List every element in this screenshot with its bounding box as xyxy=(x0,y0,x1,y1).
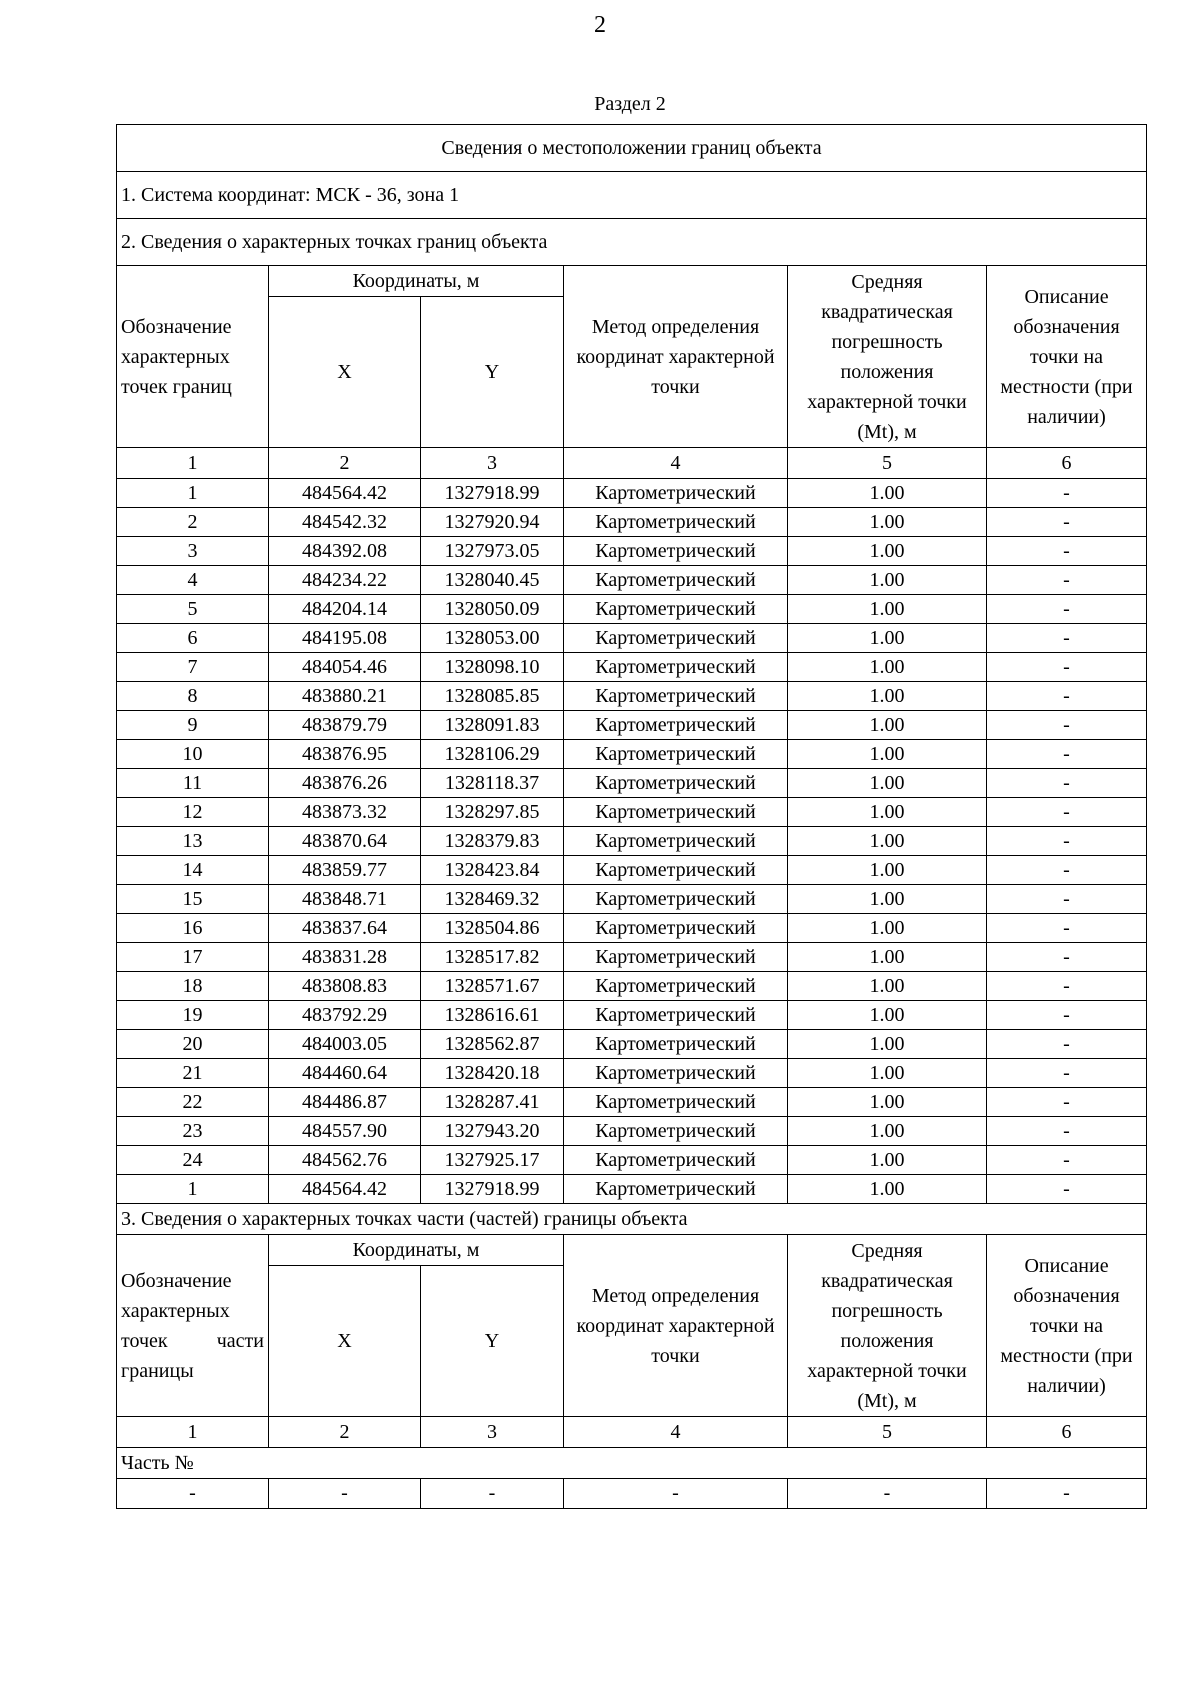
point-mt: 1.00 xyxy=(788,537,987,566)
point-description: - xyxy=(987,885,1147,914)
point-description: - xyxy=(987,827,1147,856)
table-row xyxy=(117,653,1147,682)
points-body xyxy=(117,479,1147,1204)
point-description: - xyxy=(987,769,1147,798)
point-method: Картометрический xyxy=(564,914,788,943)
header-description: Описание обозначения точки на местности (при наличии) xyxy=(987,266,1147,448)
point-x: 484460.64 xyxy=(269,1059,421,1088)
point-number: 12 xyxy=(117,798,269,827)
point-description: - xyxy=(987,653,1147,682)
point-mt: 1.00 xyxy=(788,479,987,508)
point-number: 17 xyxy=(117,943,269,972)
point-mt: 1.00 xyxy=(788,595,987,624)
point-x: 483848.71 xyxy=(269,885,421,914)
point-x: 483876.95 xyxy=(269,740,421,769)
point-mt: 1.00 xyxy=(788,711,987,740)
points-header-row-1 xyxy=(117,266,1147,297)
point-method: Картометрический xyxy=(564,566,788,595)
point-description: - xyxy=(987,624,1147,653)
point-number: 16 xyxy=(117,914,269,943)
point-method: Картометрический xyxy=(564,856,788,885)
coord-system-row xyxy=(117,172,1147,219)
table-title: Сведения о местоположении границ объекта xyxy=(117,125,1147,172)
point-mt: 1.00 xyxy=(788,1059,987,1088)
point-y: 1327918.99 xyxy=(421,479,564,508)
parts-header-row-1 xyxy=(117,1235,1147,1266)
table-row xyxy=(117,856,1147,885)
header-y: Y xyxy=(421,297,564,448)
coord-system: 1. Система координат: МСК - 36, зона 1 xyxy=(117,172,1147,219)
point-number: 24 xyxy=(117,1146,269,1175)
point-description: - xyxy=(987,914,1147,943)
part-cell: - xyxy=(117,1479,269,1509)
boundary-table xyxy=(116,124,1147,1509)
point-description: - xyxy=(987,508,1147,537)
parts-title-row xyxy=(117,1204,1147,1235)
column-number: 4 xyxy=(564,448,788,479)
point-y: 1328616.61 xyxy=(421,1001,564,1030)
point-y: 1328106.29 xyxy=(421,740,564,769)
point-method: Картометрический xyxy=(564,595,788,624)
point-x: 483837.64 xyxy=(269,914,421,943)
point-y: 1328469.32 xyxy=(421,885,564,914)
point-y: 1327920.94 xyxy=(421,508,564,537)
point-description: - xyxy=(987,1175,1147,1204)
point-method: Картометрический xyxy=(564,1146,788,1175)
point-description: - xyxy=(987,566,1147,595)
point-x: 484003.05 xyxy=(269,1030,421,1059)
column-number: 3 xyxy=(421,1417,564,1448)
point-y: 1327943.20 xyxy=(421,1117,564,1146)
point-number: 15 xyxy=(117,885,269,914)
table-row xyxy=(117,740,1147,769)
point-number: 1 xyxy=(117,1175,269,1204)
point-mt: 1.00 xyxy=(788,769,987,798)
part-cell: - xyxy=(421,1479,564,1509)
point-y: 1327925.17 xyxy=(421,1146,564,1175)
table-row xyxy=(117,972,1147,1001)
point-y: 1328571.67 xyxy=(421,972,564,1001)
point-method: Картометрический xyxy=(564,682,788,711)
point-x: 483859.77 xyxy=(269,856,421,885)
point-method: Картометрический xyxy=(564,885,788,914)
point-x: 484054.46 xyxy=(269,653,421,682)
point-y: 1328287.41 xyxy=(421,1088,564,1117)
point-description: - xyxy=(987,1030,1147,1059)
point-method: Картометрический xyxy=(564,943,788,972)
point-description: - xyxy=(987,856,1147,885)
point-y: 1328040.45 xyxy=(421,566,564,595)
point-y: 1328517.82 xyxy=(421,943,564,972)
table-row xyxy=(117,885,1147,914)
point-mt: 1.00 xyxy=(788,624,987,653)
point-mt: 1.00 xyxy=(788,1175,987,1204)
point-y: 1327973.05 xyxy=(421,537,564,566)
point-description: - xyxy=(987,711,1147,740)
point-x: 484392.08 xyxy=(269,537,421,566)
point-x: 483879.79 xyxy=(269,711,421,740)
point-description: - xyxy=(987,1088,1147,1117)
point-y: 1328297.85 xyxy=(421,798,564,827)
point-number: 8 xyxy=(117,682,269,711)
point-method: Картометрический xyxy=(564,479,788,508)
table-row xyxy=(117,1088,1147,1117)
point-description: - xyxy=(987,740,1147,769)
point-number: 7 xyxy=(117,653,269,682)
point-x: 483831.28 xyxy=(269,943,421,972)
parts-header-error: Средняя квадратическая погрешность положения характерной точки (Mt), м xyxy=(788,1235,987,1417)
point-method: Картометрический xyxy=(564,798,788,827)
header-method: Метод определения координат характерной точки xyxy=(564,266,788,448)
point-number: 23 xyxy=(117,1117,269,1146)
point-description: - xyxy=(987,1146,1147,1175)
point-description: - xyxy=(987,479,1147,508)
point-x: 484564.42 xyxy=(269,1175,421,1204)
point-x: 484204.14 xyxy=(269,595,421,624)
point-y: 1328050.09 xyxy=(421,595,564,624)
section-2-body xyxy=(117,125,1147,479)
table-row xyxy=(117,1059,1147,1088)
table-row xyxy=(117,595,1147,624)
column-number: 6 xyxy=(987,448,1147,479)
table-row xyxy=(117,914,1147,943)
point-method: Картометрический xyxy=(564,740,788,769)
point-number: 1 xyxy=(117,479,269,508)
point-x: 484234.22 xyxy=(269,566,421,595)
parts-header-coordinates: Координаты, м xyxy=(269,1235,564,1266)
point-x: 483880.21 xyxy=(269,682,421,711)
point-number: 6 xyxy=(117,624,269,653)
parts-title: 3. Сведения о характерных точках части (частей) границы объекта xyxy=(117,1204,1147,1235)
section-label: Раздел 2 xyxy=(594,93,666,115)
point-number: 5 xyxy=(117,595,269,624)
parts-header-description: Описание обозначения точки на местности (при наличии) xyxy=(987,1235,1147,1417)
point-y: 1328420.18 xyxy=(421,1059,564,1088)
point-description: - xyxy=(987,1117,1147,1146)
point-method: Картометрический xyxy=(564,508,788,537)
point-number: 4 xyxy=(117,566,269,595)
point-x: 483873.32 xyxy=(269,798,421,827)
point-mt: 1.00 xyxy=(788,943,987,972)
point-method: Картометрический xyxy=(564,653,788,682)
point-mt: 1.00 xyxy=(788,1001,987,1030)
point-description: - xyxy=(987,1059,1147,1088)
point-y: 1328098.10 xyxy=(421,653,564,682)
point-mt: 1.00 xyxy=(788,798,987,827)
point-y: 1328504.86 xyxy=(421,914,564,943)
table-row xyxy=(117,479,1147,508)
parts-header-method: Метод определения координат характерной точки xyxy=(564,1235,788,1417)
point-method: Картометрический xyxy=(564,1088,788,1117)
column-number: 2 xyxy=(269,1417,421,1448)
table-row xyxy=(117,827,1147,856)
table-row xyxy=(117,1175,1147,1204)
header-error: Средняя квадратическая погрешность положения характерной точки (Mt), м xyxy=(788,266,987,448)
point-method: Картометрический xyxy=(564,624,788,653)
table-row xyxy=(117,1117,1147,1146)
table-row xyxy=(117,1146,1147,1175)
point-mt: 1.00 xyxy=(788,856,987,885)
point-description: - xyxy=(987,798,1147,827)
part-row xyxy=(117,1479,1147,1509)
part-label: Часть № xyxy=(117,1448,1147,1479)
point-method: Картометрический xyxy=(564,1030,788,1059)
point-y: 1328562.87 xyxy=(421,1030,564,1059)
table-row xyxy=(117,798,1147,827)
column-number: 2 xyxy=(269,448,421,479)
part-label-row xyxy=(117,1448,1147,1479)
page-number: 2 xyxy=(594,12,606,38)
column-number: 1 xyxy=(117,1417,269,1448)
header-coordinates: Координаты, м xyxy=(269,266,564,297)
part-cell: - xyxy=(987,1479,1147,1509)
column-number: 6 xyxy=(987,1417,1147,1448)
point-mt: 1.00 xyxy=(788,827,987,856)
column-number: 5 xyxy=(788,1417,987,1448)
point-description: - xyxy=(987,1001,1147,1030)
table-row xyxy=(117,508,1147,537)
point-y: 1328085.85 xyxy=(421,682,564,711)
point-method: Картометрический xyxy=(564,711,788,740)
point-method: Картометрический xyxy=(564,972,788,1001)
point-mt: 1.00 xyxy=(788,914,987,943)
point-mt: 1.00 xyxy=(788,566,987,595)
header-x: X xyxy=(269,297,421,448)
point-number: 3 xyxy=(117,537,269,566)
point-number: 21 xyxy=(117,1059,269,1088)
point-method: Картометрический xyxy=(564,537,788,566)
point-y: 1328423.84 xyxy=(421,856,564,885)
point-y: 1327918.99 xyxy=(421,1175,564,1204)
point-x: 484562.76 xyxy=(269,1146,421,1175)
table-title-row xyxy=(117,125,1147,172)
table-row xyxy=(117,566,1147,595)
point-number: 13 xyxy=(117,827,269,856)
point-number: 20 xyxy=(117,1030,269,1059)
column-number: 3 xyxy=(421,448,564,479)
point-number: 19 xyxy=(117,1001,269,1030)
point-mt: 1.00 xyxy=(788,508,987,537)
point-x: 483792.29 xyxy=(269,1001,421,1030)
point-number: 18 xyxy=(117,972,269,1001)
point-mt: 1.00 xyxy=(788,885,987,914)
parts-header-y: Y xyxy=(421,1266,564,1417)
parts-header-designation: Обозначение характерных точек части границы xyxy=(117,1235,269,1417)
table-row xyxy=(117,943,1147,972)
point-x: 484486.87 xyxy=(269,1088,421,1117)
point-number: 11 xyxy=(117,769,269,798)
point-description: - xyxy=(987,682,1147,711)
point-x: 483876.26 xyxy=(269,769,421,798)
point-mt: 1.00 xyxy=(788,653,987,682)
point-x: 484557.90 xyxy=(269,1117,421,1146)
point-method: Картометрический xyxy=(564,1175,788,1204)
point-method: Картометрический xyxy=(564,1059,788,1088)
point-method: Картометрический xyxy=(564,1001,788,1030)
point-x: 484195.08 xyxy=(269,624,421,653)
section-3-body xyxy=(117,1204,1147,1509)
column-number: 4 xyxy=(564,1417,788,1448)
point-description: - xyxy=(987,595,1147,624)
point-y: 1328053.00 xyxy=(421,624,564,653)
points-title-row xyxy=(117,219,1147,266)
point-number: 2 xyxy=(117,508,269,537)
parts-column-numbers-row xyxy=(117,1417,1147,1448)
column-number: 5 xyxy=(788,448,987,479)
table-row xyxy=(117,624,1147,653)
point-mt: 1.00 xyxy=(788,1146,987,1175)
point-mt: 1.00 xyxy=(788,972,987,1001)
point-x: 483870.64 xyxy=(269,827,421,856)
point-number: 14 xyxy=(117,856,269,885)
table-row xyxy=(117,1030,1147,1059)
part-cell: - xyxy=(564,1479,788,1509)
point-x: 483808.83 xyxy=(269,972,421,1001)
column-number: 1 xyxy=(117,448,269,479)
point-y: 1328091.83 xyxy=(421,711,564,740)
point-method: Картометрический xyxy=(564,769,788,798)
column-numbers-row xyxy=(117,448,1147,479)
table-row xyxy=(117,769,1147,798)
point-mt: 1.00 xyxy=(788,740,987,769)
table-row xyxy=(117,711,1147,740)
parts-header-x: X xyxy=(269,1266,421,1417)
point-method: Картометрический xyxy=(564,1117,788,1146)
point-number: 22 xyxy=(117,1088,269,1117)
point-x: 484542.32 xyxy=(269,508,421,537)
point-description: - xyxy=(987,972,1147,1001)
point-y: 1328379.83 xyxy=(421,827,564,856)
point-description: - xyxy=(987,943,1147,972)
point-y: 1328118.37 xyxy=(421,769,564,798)
point-description: - xyxy=(987,537,1147,566)
points-title: 2. Сведения о характерных точках границ объекта xyxy=(117,219,1147,266)
point-mt: 1.00 xyxy=(788,1088,987,1117)
point-number: 10 xyxy=(117,740,269,769)
point-mt: 1.00 xyxy=(788,682,987,711)
table-row xyxy=(117,1001,1147,1030)
table-row xyxy=(117,537,1147,566)
part-cell: - xyxy=(269,1479,421,1509)
table-row xyxy=(117,682,1147,711)
part-cell: - xyxy=(788,1479,987,1509)
point-mt: 1.00 xyxy=(788,1030,987,1059)
point-mt: 1.00 xyxy=(788,1117,987,1146)
point-x: 484564.42 xyxy=(269,479,421,508)
point-method: Картометрический xyxy=(564,827,788,856)
point-number: 9 xyxy=(117,711,269,740)
header-designation: Обозначение характерных точек границ xyxy=(117,266,269,448)
